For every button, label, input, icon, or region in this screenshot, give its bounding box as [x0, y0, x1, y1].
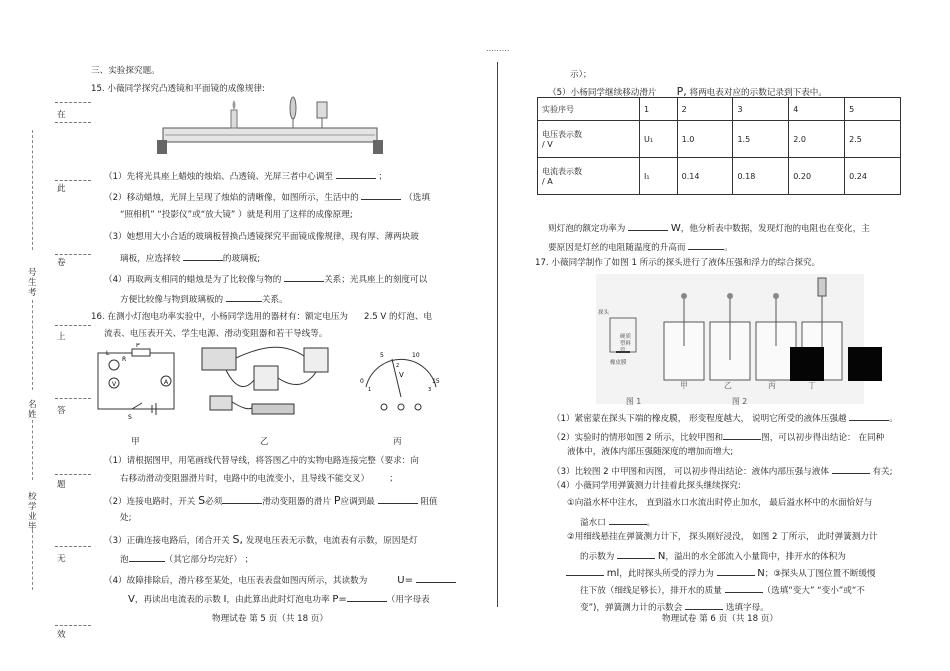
circuit-label: S	[128, 414, 132, 419]
table-cell: I₁	[640, 158, 678, 195]
table-cell: 3	[733, 98, 789, 121]
q15-p2a: （2）移动蜡烛，光屏上呈现了烛焰的清晰像，如图所示，生活中的 （选填	[104, 190, 430, 204]
fig1-label: 管	[620, 348, 626, 354]
table-cell: 0.14	[677, 158, 733, 195]
q16-stem-a: 16. 在测小灯泡电功率实验中，小杨同学选用的器材有：额定电压为 2.5 V 的灯泡、电	[91, 312, 433, 322]
meter-tick: 5	[380, 352, 384, 359]
q17-p4: （4）小薇同学用弹簧测力计挂着此探头继续探究:	[552, 481, 741, 491]
table-row	[538, 121, 901, 158]
right-page-footer: 物理试卷 第 6 页（共 18 页）	[662, 614, 778, 624]
meter-small: 2	[396, 363, 400, 369]
table-cell: 2.0	[789, 121, 845, 158]
meter-small: 3	[428, 387, 432, 393]
table-cell: 1.0	[677, 121, 733, 158]
fig-label: 图 2	[732, 397, 748, 406]
table-cell: U₁	[640, 121, 678, 158]
q17-p3: （3）比较图 2 中甲图和丙图， 可以初步得出结论：液体内部压强与液体 有关;	[552, 464, 893, 478]
fig-label: 丁	[808, 381, 816, 390]
fig-label: 乙	[724, 381, 732, 390]
q16-after-a: 则灯泡的额定功率为 W，他分析表中数据，发现灯泡的电阻也在变化，主	[548, 223, 870, 234]
circuit-label: V	[112, 381, 117, 388]
q15-p2b: “照相机” “投影仪”或“放大镜” ）就是利用了这样的成像原理;	[120, 210, 353, 220]
q16-p4b: V，再读出电流表的示数 I，由此算出此时灯泡电功率 P= （用字母表	[128, 594, 430, 605]
redaction-box	[848, 347, 882, 381]
table-cell: 1.5	[733, 121, 789, 158]
fig1-label: 橡皮膜	[610, 360, 627, 366]
q16-stem-b: 流表、电压表开关、学生电源、滑动变阻器和若干导线等。	[104, 329, 328, 339]
table-cell: 2	[677, 98, 733, 121]
name-label: 名姓	[28, 400, 37, 420]
margin-char: 卷	[57, 258, 66, 268]
meter-tick: 15	[432, 378, 440, 385]
meter-unit: V	[399, 371, 404, 379]
q16-cont: 示）；	[570, 70, 592, 80]
table-cell: 0.18	[733, 158, 789, 195]
q15-p4b: 方便比较像与物到玻璃板的 关系。	[120, 292, 288, 306]
circuit-label: L	[106, 350, 110, 357]
margin-char: 此	[57, 184, 66, 194]
fig-label: 丙	[393, 437, 402, 447]
margin-char: 上	[57, 332, 66, 342]
fig1-label: 探头	[598, 310, 610, 316]
q17-p1: （1）紧密蒙在探头下端的橡皮膜， 形变程度越大， 说明它所受的液体压强越 。	[552, 411, 898, 425]
voltmeter-dial	[356, 343, 446, 413]
fig-label: 图 1	[626, 397, 642, 406]
q17-s2a: ②用细线悬挂在弹簧测力计下， 探头刚好浸没， 如图 2 丁所示， 此时弹簧测力计	[567, 532, 878, 542]
q17-s2d: 往下放（细线足够长），排开水的质量 （选填“变大” “变小”或“不	[580, 583, 865, 597]
fig-label: 乙	[260, 437, 269, 447]
page-divider	[497, 62, 498, 607]
circuit-label: A	[164, 379, 169, 386]
table-header-row	[538, 98, 901, 121]
margin-char: 题	[57, 480, 66, 490]
q17-s2c: ml，此时探头所受的浮力为 N；③探头从丁图位置不断缓慢	[566, 566, 876, 580]
exam-number-label: 号生考	[28, 268, 37, 298]
q17-p2a: （2）实验时的情形如图 2 所示，比较甲图和 图，可以初步得出结论： 在同种	[552, 430, 884, 444]
table-row	[538, 158, 901, 195]
q16-p1a: （1）请根据图甲，用笔画线代替导线，将答图乙中的实物电路连接完整（要求：向	[104, 456, 419, 466]
q16-p2b: 处;	[120, 513, 132, 523]
fig1-label: 塑料	[620, 341, 632, 347]
fig1-label: 硬质	[620, 334, 632, 340]
q17-s2b: 的示数为 N，溢出的水全部流入小量筒中，排开水的体积为	[580, 551, 846, 562]
data-table	[537, 97, 901, 195]
q17-stem: 17. 小薇同学制作了如图 1 所示的探头进行了液体压强和浮力的综合探究。	[535, 258, 821, 268]
q16-p5: （5）小杨同学继续移动滑片 P, 将两电表对应的示数记录到下表中。	[548, 85, 827, 98]
table-cell: 4	[789, 98, 845, 121]
q15-p4a: （4）再取两支相同的蜡烛是为了比较像与物的 关系；光具座上的刻度可以	[104, 272, 427, 286]
q17-s1a: ①向溢水杯中注水， 直到溢水口水流出时停止加水， 最后溢水杯中的水面恰好与	[567, 498, 873, 508]
fig-label: 丙	[768, 381, 776, 390]
q17-p2b: 液体中，液体内部压强随深度的增加而增大;	[567, 447, 734, 457]
table-cell: 实验序号	[538, 98, 640, 121]
q15-stem: 15. 小薇同学探究凸透镜和平面镜的成像规律:	[91, 84, 265, 94]
q16-p1b: 右移动滑动变阻器滑片时，电路中的电流变小，且导线不能交叉） ；	[120, 474, 398, 484]
q16-p3a: （3）正确连接电路后，闭合开关 S, 发现电压表无示数，电流表有示数，原因是灯	[104, 533, 418, 546]
meter-tick: 10	[412, 352, 420, 359]
q15-p3b: 璃板，应选择较 的玻璃板;	[120, 251, 260, 265]
meter-small: 1	[368, 387, 372, 393]
section-title: 三、实验探究题。	[91, 66, 160, 76]
fig-label: 甲	[680, 381, 688, 390]
header-dots: ………	[486, 44, 510, 53]
q17-s2e: 变”)，弹簧测力计的示数会 选填字母。	[580, 600, 769, 614]
table-cell: 0.20	[789, 158, 845, 195]
fig-label: 甲	[131, 437, 140, 447]
meter-tick: 0	[360, 378, 364, 385]
table-cell: 1	[640, 98, 678, 121]
circuit-diagram	[92, 343, 184, 419]
q15-p1: （1）先将光具座上蜡烛的烛焰、凸透镜、光屏三者中心调至 ；	[104, 169, 387, 183]
school-label: 校学业毕	[28, 492, 37, 532]
margin-char: 答	[57, 406, 66, 416]
redaction-box	[790, 347, 824, 381]
q15-p3a: （3）她想用大小合适的玻璃板替换凸透镜探究平面镜成像规律，现有厚、薄两块玻	[104, 232, 419, 242]
apparatus-figure	[196, 340, 336, 430]
circuit-label: P	[136, 343, 140, 349]
margin-char: 在	[57, 110, 66, 120]
q16-after-b: 要原因是灯丝的电阻随温度的升高而 。	[548, 240, 733, 254]
table-cell: 电压表示数 / V	[538, 121, 640, 158]
left-page-footer: 物理试卷 第 5 页（共 18 页）	[212, 614, 328, 624]
q16-p2a: （2）连接电路时，开关 S必须 滑动变阻器的滑片 P应调到最 阻值	[104, 494, 438, 507]
table-cell: 电流表示数 / A	[538, 158, 640, 195]
table-cell: 0.24	[845, 158, 901, 195]
q16-p4a: （4）故障排除后，滑片移至某处，电压表表盘如图丙所示，其读数为 U=	[104, 573, 456, 587]
table-cell: 5	[845, 98, 901, 121]
table-cell: 2.5	[845, 121, 901, 158]
q17-s1b: 溢水口 。	[580, 515, 655, 529]
optical-bench-figure	[155, 96, 385, 158]
circuit-label: R	[122, 356, 127, 363]
q16-p3b: 泡 （其它部分均完好） ；	[120, 552, 253, 566]
margin-char: 效	[57, 630, 66, 640]
margin-char: 无	[57, 554, 66, 564]
